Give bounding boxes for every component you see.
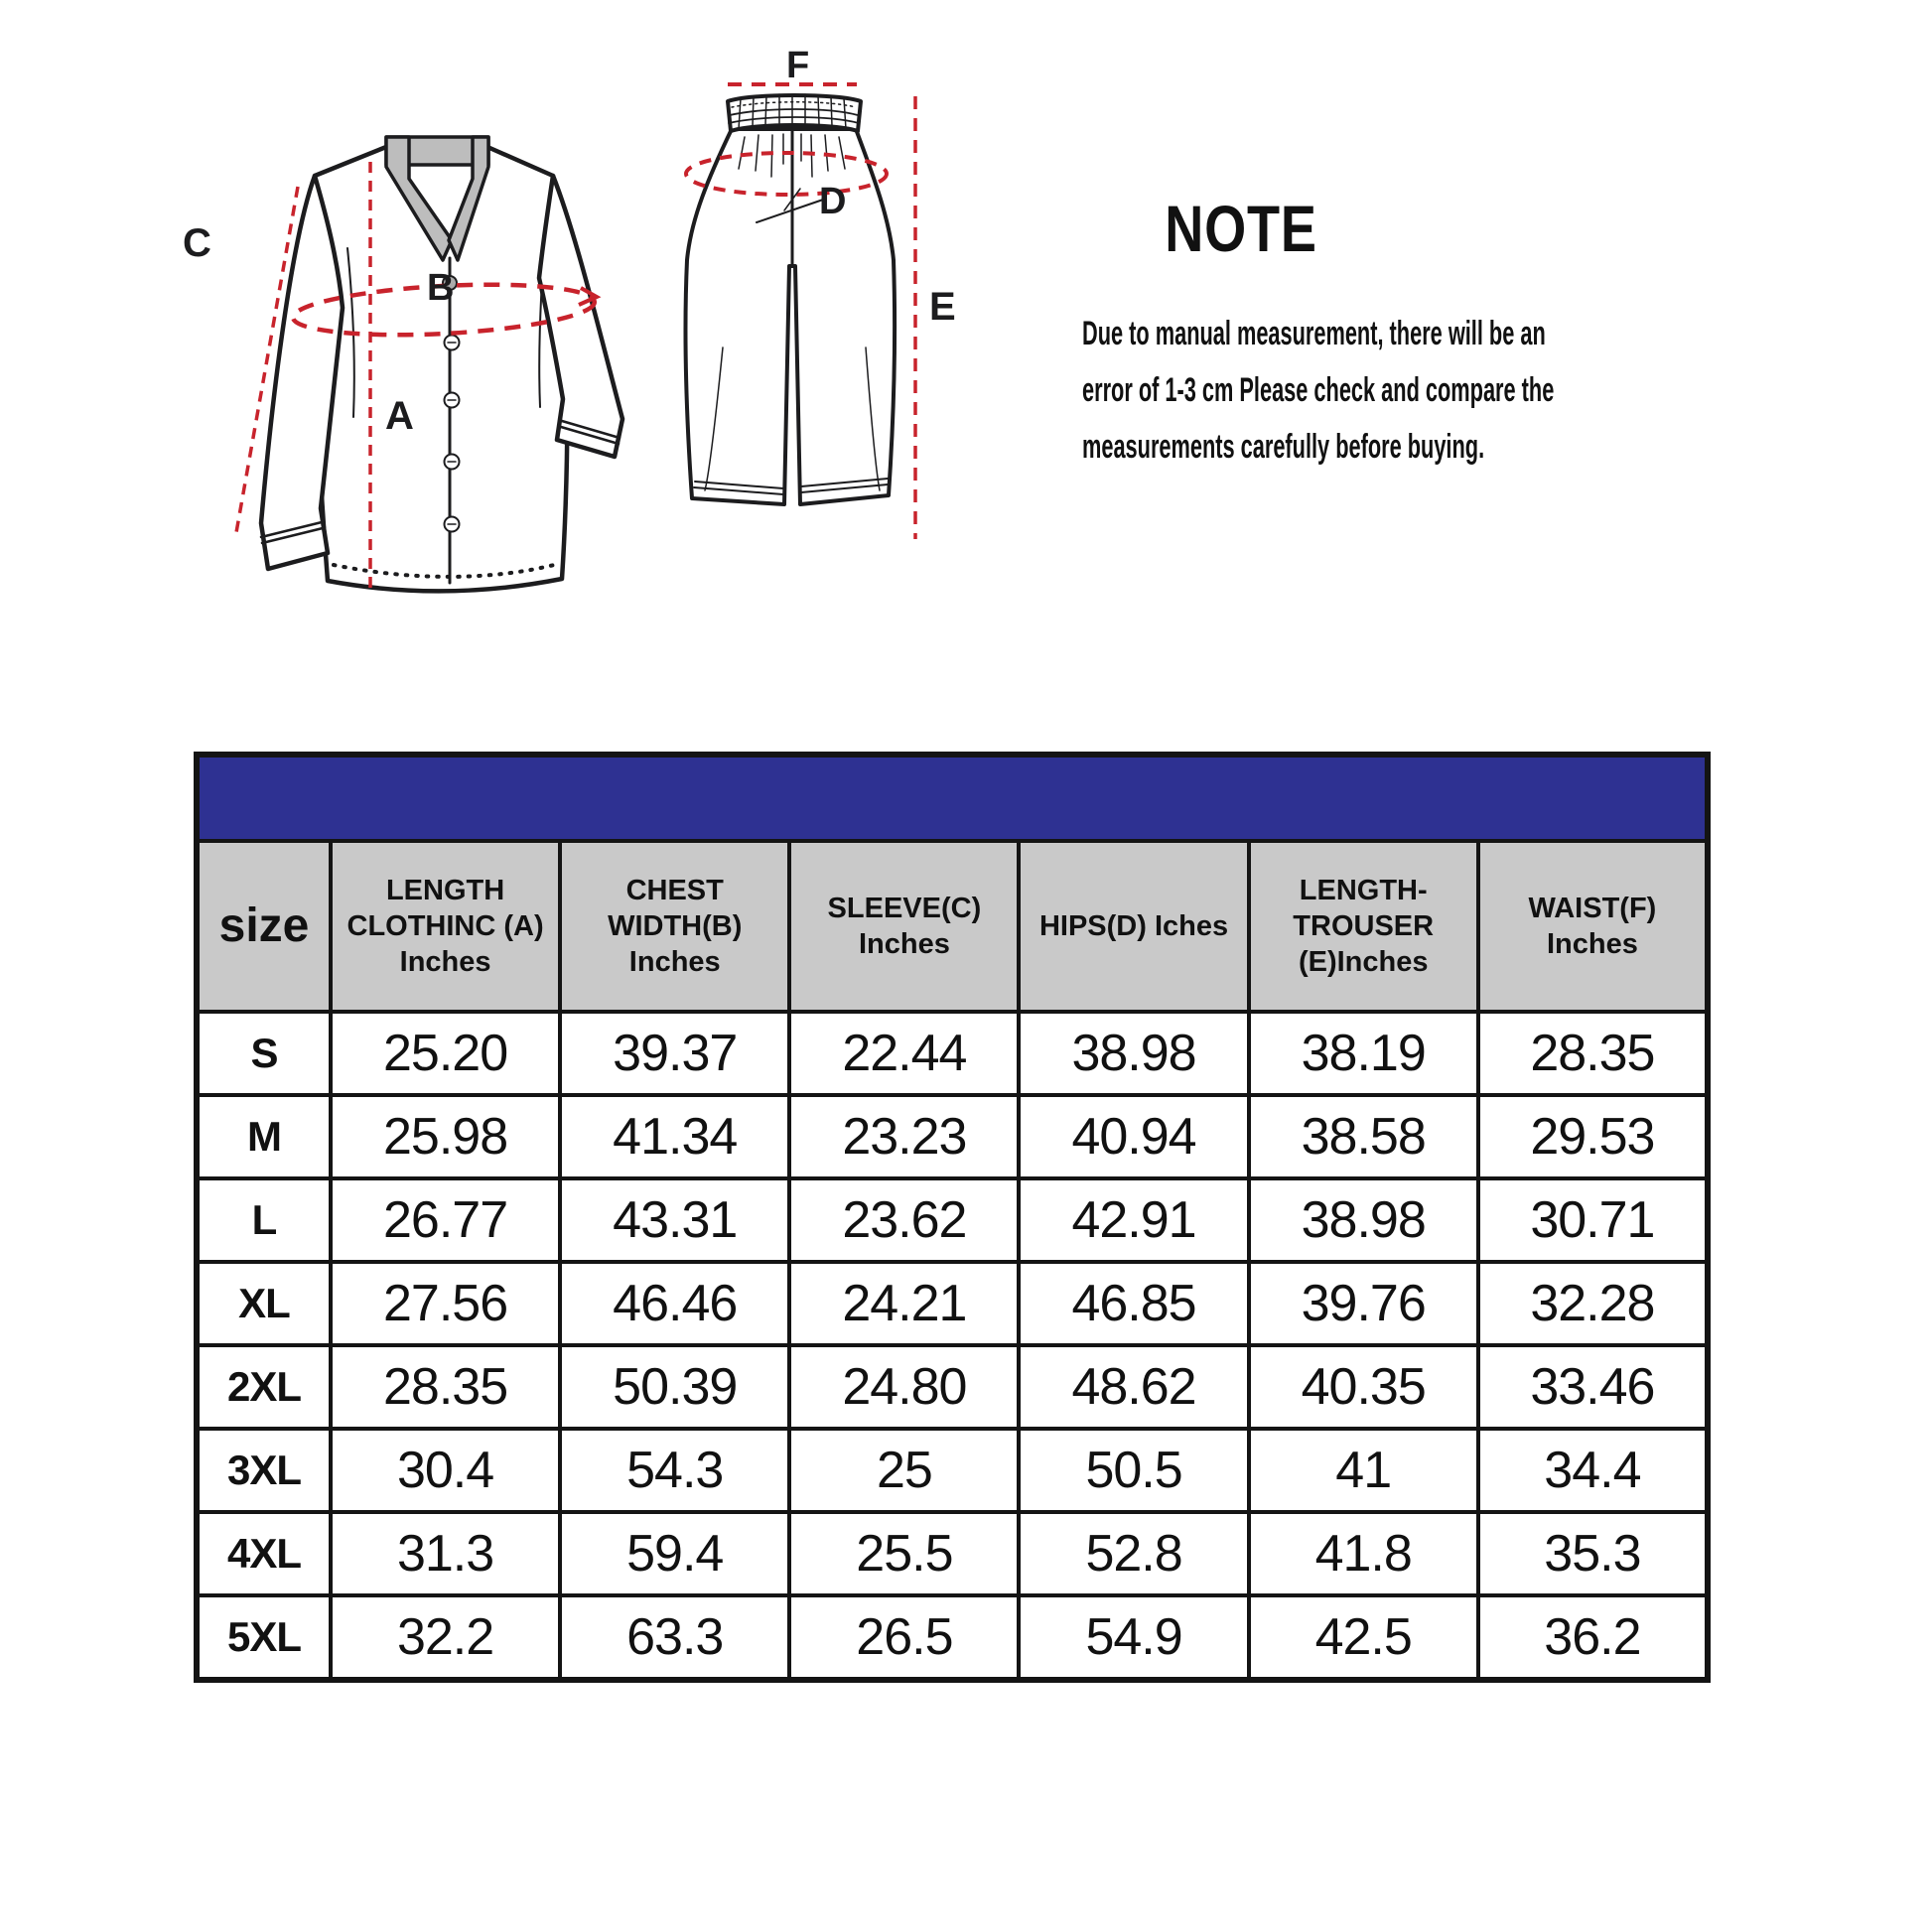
- value-cell: 28.35: [1478, 1012, 1708, 1095]
- table-row: [197, 1345, 1708, 1429]
- value-cell: 28.35: [331, 1345, 560, 1429]
- value-cell: 48.62: [1019, 1345, 1248, 1429]
- size-label: 4XL: [197, 1512, 331, 1595]
- size-label: M: [197, 1095, 331, 1178]
- col-header-length-clothing: LENGTH CLOTHINC (A) Inches: [331, 841, 560, 1012]
- value-cell: 29.53: [1478, 1095, 1708, 1178]
- pajama-pants-diagram: [635, 50, 963, 566]
- value-cell: 50.5: [1019, 1429, 1248, 1512]
- value-cell: 59.4: [560, 1512, 789, 1595]
- value-cell: 26.77: [331, 1178, 560, 1262]
- value-cell: 31.3: [331, 1512, 560, 1595]
- value-cell: 23.62: [789, 1178, 1019, 1262]
- value-cell: 25: [789, 1429, 1019, 1512]
- size-label: XL: [197, 1262, 331, 1345]
- table-row: [197, 1178, 1708, 1262]
- table-row: [197, 1095, 1708, 1178]
- table-title-bar: [197, 755, 1708, 841]
- note-line-3: measurements carefully before buying.: [1082, 428, 1485, 466]
- shirt-body: [312, 147, 567, 591]
- value-cell: 42.5: [1249, 1595, 1478, 1680]
- value-cell: 25.5: [789, 1512, 1019, 1595]
- pants-waistband: [728, 95, 861, 131]
- value-cell: 25.98: [331, 1095, 560, 1178]
- size-label: 5XL: [197, 1595, 331, 1680]
- value-cell: 32.2: [331, 1595, 560, 1680]
- table-row: [197, 1429, 1708, 1512]
- value-cell: 40.35: [1249, 1345, 1478, 1429]
- value-cell: 50.39: [560, 1345, 789, 1429]
- size-chart-table: [194, 752, 1711, 1683]
- note-line-2: error of 1-3 cm Please check and compare the: [1082, 371, 1555, 409]
- value-cell: 30.71: [1478, 1178, 1708, 1262]
- size-label: 3XL: [197, 1429, 331, 1512]
- pajama-shirt-diagram: [159, 79, 635, 596]
- note-section: [993, 191, 1555, 476]
- value-cell: 38.58: [1249, 1095, 1478, 1178]
- table-title-bar-row: [197, 755, 1708, 841]
- value-cell: 24.80: [789, 1345, 1019, 1429]
- col-header-waist: WAIST(F) Inches: [1478, 841, 1708, 1012]
- value-cell: 52.8: [1019, 1512, 1248, 1595]
- value-cell: 38.98: [1249, 1178, 1478, 1262]
- value-cell: 25.20: [331, 1012, 560, 1095]
- value-cell: 26.5: [789, 1595, 1019, 1680]
- table-row: [197, 1012, 1708, 1095]
- col-header-chest-width: CHEST WIDTH(B) Inches: [560, 841, 789, 1012]
- value-cell: 41.34: [560, 1095, 789, 1178]
- table-row: [197, 1595, 1708, 1680]
- label-c: C: [183, 221, 211, 265]
- value-cell: 33.46: [1478, 1345, 1708, 1429]
- label-d: D: [819, 181, 847, 222]
- value-cell: 38.98: [1019, 1012, 1248, 1095]
- value-cell: 42.91: [1019, 1178, 1248, 1262]
- col-header-hips: HIPS(D) Iches: [1019, 841, 1248, 1012]
- value-cell: 54.3: [560, 1429, 789, 1512]
- size-label: 2XL: [197, 1345, 331, 1429]
- value-cell: 23.23: [789, 1095, 1019, 1178]
- col-header-length-trouser: LENGTH- TROUSER (E)Inches: [1249, 841, 1478, 1012]
- label-b: B: [427, 267, 455, 309]
- col-header-sleeve: SLEEVE(C) Inches: [789, 841, 1019, 1012]
- value-cell: 39.76: [1249, 1262, 1478, 1345]
- col-header-size: size: [197, 841, 331, 1012]
- value-cell: 22.44: [789, 1012, 1019, 1095]
- value-cell: 39.37: [560, 1012, 789, 1095]
- value-cell: 35.3: [1478, 1512, 1708, 1595]
- value-cell: 63.3: [560, 1595, 789, 1680]
- value-cell: 41: [1249, 1429, 1478, 1512]
- value-cell: 24.21: [789, 1262, 1019, 1345]
- value-cell: 46.46: [560, 1262, 789, 1345]
- value-cell: 30.4: [331, 1429, 560, 1512]
- table-row: [197, 1512, 1708, 1595]
- value-cell: 32.28: [1478, 1262, 1708, 1345]
- value-cell: 34.4: [1478, 1429, 1708, 1512]
- table-header-row: [197, 841, 1708, 1012]
- size-label: L: [197, 1178, 331, 1262]
- size-label: S: [197, 1012, 331, 1095]
- value-cell: 36.2: [1478, 1595, 1708, 1680]
- note-title: NOTE: [1165, 192, 1317, 265]
- table-row: [197, 1262, 1708, 1345]
- label-a: A: [385, 394, 414, 438]
- value-cell: 46.85: [1019, 1262, 1248, 1345]
- value-cell: 27.56: [331, 1262, 560, 1345]
- label-f: F: [786, 50, 810, 86]
- value-cell: 43.31: [560, 1178, 789, 1262]
- value-cell: 38.19: [1249, 1012, 1478, 1095]
- note-line-1: Due to manual measurement, there will be an: [1082, 315, 1546, 352]
- value-cell: 54.9: [1019, 1595, 1248, 1680]
- label-e: E: [929, 285, 956, 329]
- value-cell: 41.8: [1249, 1512, 1478, 1595]
- value-cell: 40.94: [1019, 1095, 1248, 1178]
